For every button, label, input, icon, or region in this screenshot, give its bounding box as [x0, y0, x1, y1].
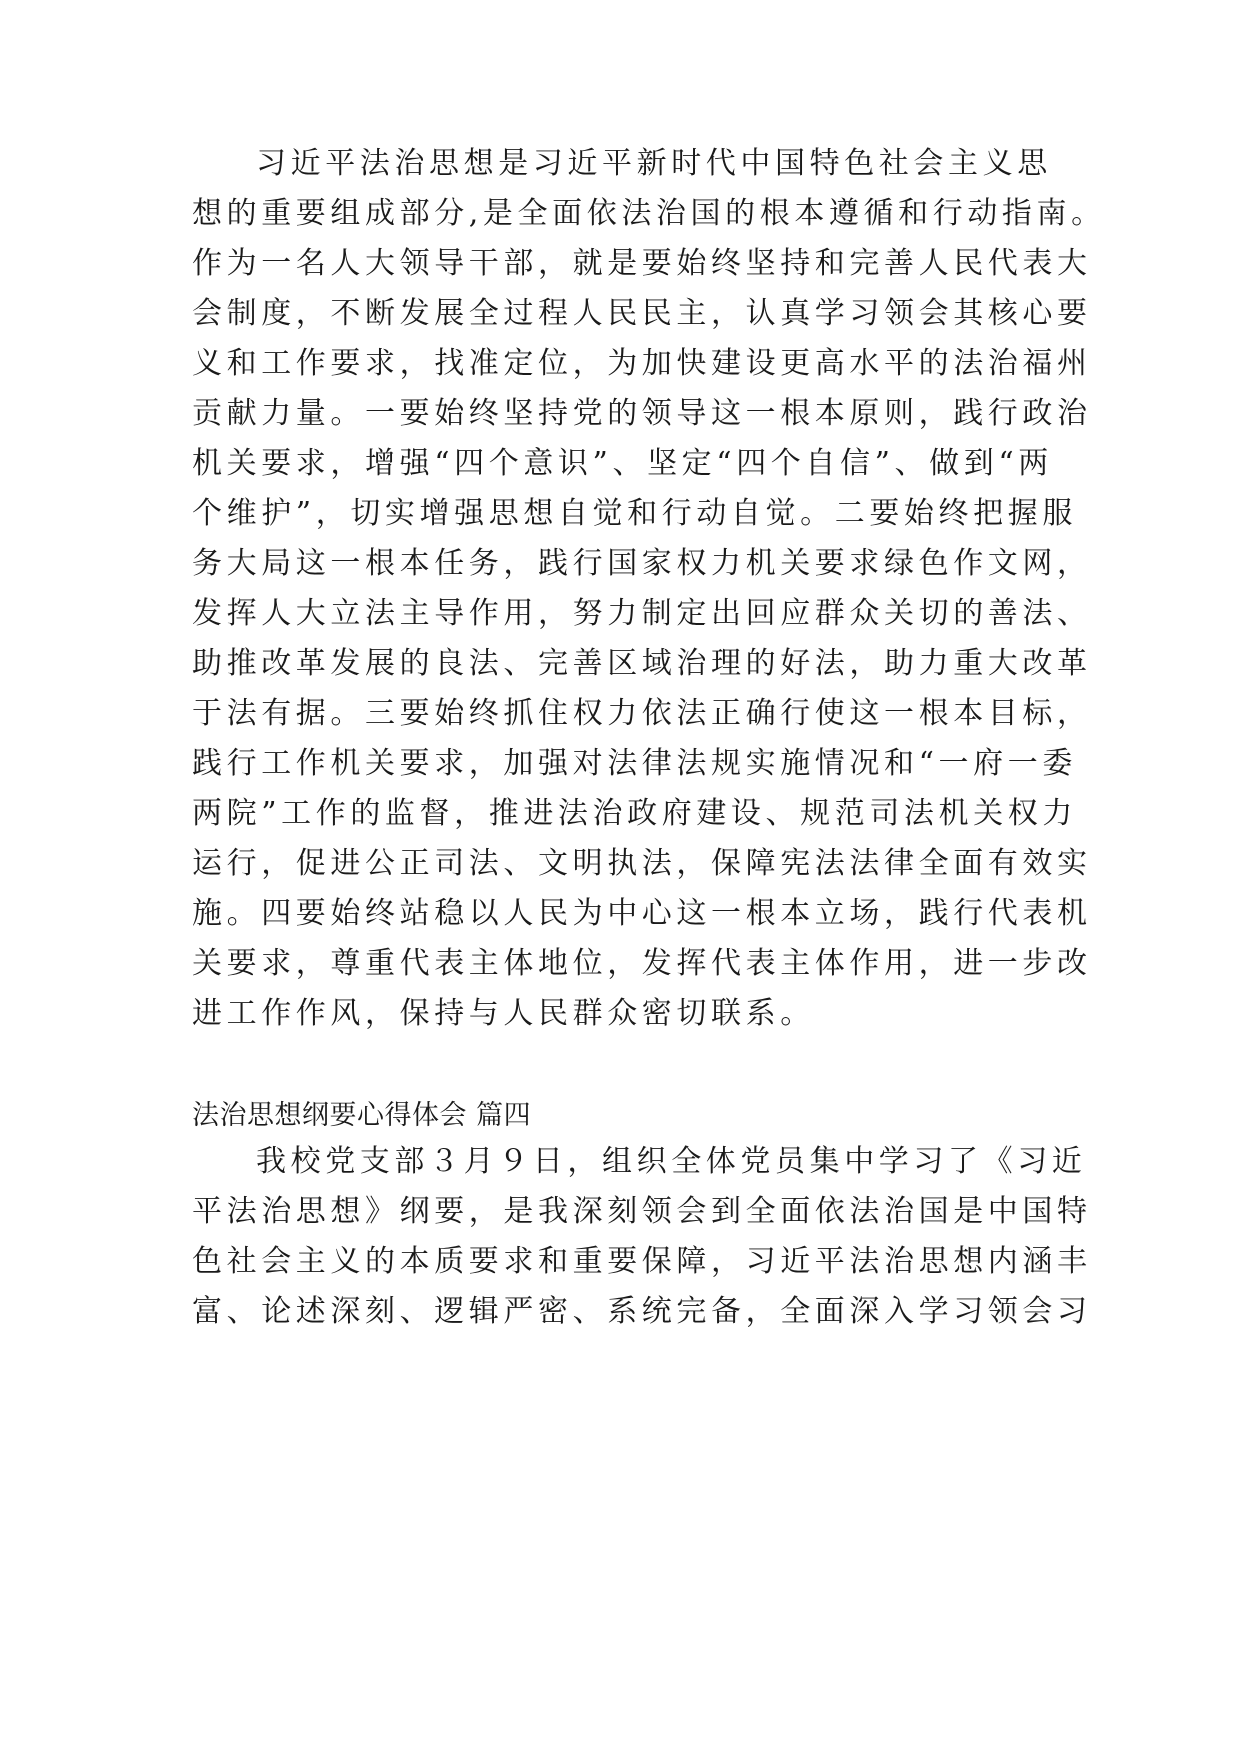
paragraph-2-line: 我校党支部３月９日，组织全体党员集中学习了《习近 — [256, 1144, 1087, 1179]
paragraph-1-line: 务大局这一根本任务，践行国家权力机关要求绿色作文网， — [192, 546, 1092, 581]
paragraph-1-line: 作为一名人大领导干部，就是要始终坚持和完善人民代表大 — [192, 246, 1092, 281]
paragraph-1-line: 贡献力量。一要始终坚持党的领导这一根本原则，践行政治 — [192, 396, 1092, 431]
paragraph-1-line: 于法有据。三要始终抓住权力依法正确行使这一根本目标， — [192, 696, 1092, 731]
paragraph-1-line: 运行，促进公正司法、文明执法，保障宪法法律全面有效实 — [192, 846, 1092, 881]
paragraph-1-line: 助推改革发展的良法、完善区域治理的好法，助力重大改革 — [192, 646, 1092, 681]
paragraph-2-line: 平法治思想》纲要，是我深刻领会到全面依法治国是中国特 — [192, 1194, 1092, 1229]
paragraph-1-line: 关要求，尊重代表主体地位，发挥代表主体作用，进一步改 — [192, 946, 1092, 981]
paragraph-1-line: 机关要求，增强“四个意识”、坚定“四个自信”、做到“两 — [192, 446, 1053, 481]
paragraph-1-line: 义和工作要求，找准定位，为加快建设更高水平的法治福州 — [192, 346, 1092, 381]
section-heading: 法治思想纲要心得体会 篇四 — [192, 1100, 532, 1131]
paragraph-1-line: 发挥人大立法主导作用，努力制定出回应群众关切的善法、 — [192, 596, 1092, 631]
paragraph-1-line: 两院”工作的监督，推进法治政府建设、规范司法机关权力 — [192, 796, 1077, 831]
paragraph-1-line: 施。四要始终站稳以人民为中心这一根本立场，践行代表机 — [192, 896, 1092, 931]
paragraph-1-line: 个维护”，切实增强思想自觉和行动自觉。二要始终把握服 — [192, 496, 1077, 531]
paragraph-1-line: 想的重要组成部分,是全面依法治国的根本遵循和行动指南。 — [192, 196, 1106, 231]
paragraph-1-line: 践行工作机关要求，加强对法律法规实施情况和“一府一委 — [192, 746, 1077, 781]
paragraph-2-line: 富、论述深刻、逻辑严密、系统完备，全面深入学习领会习 — [192, 1294, 1092, 1329]
paragraph-1-line: 进工作作风，保持与人民群众密切联系。 — [192, 996, 815, 1031]
paragraph-1-line: 习近平法治思想是习近平新时代中国特色社会主义思 — [256, 146, 1052, 181]
paragraph-2-line: 色社会主义的本质要求和重要保障，习近平法治思想内涵丰 — [192, 1244, 1092, 1279]
paragraph-1-line: 会制度，不断发展全过程人民民主，认真学习领会其核心要 — [192, 296, 1092, 331]
